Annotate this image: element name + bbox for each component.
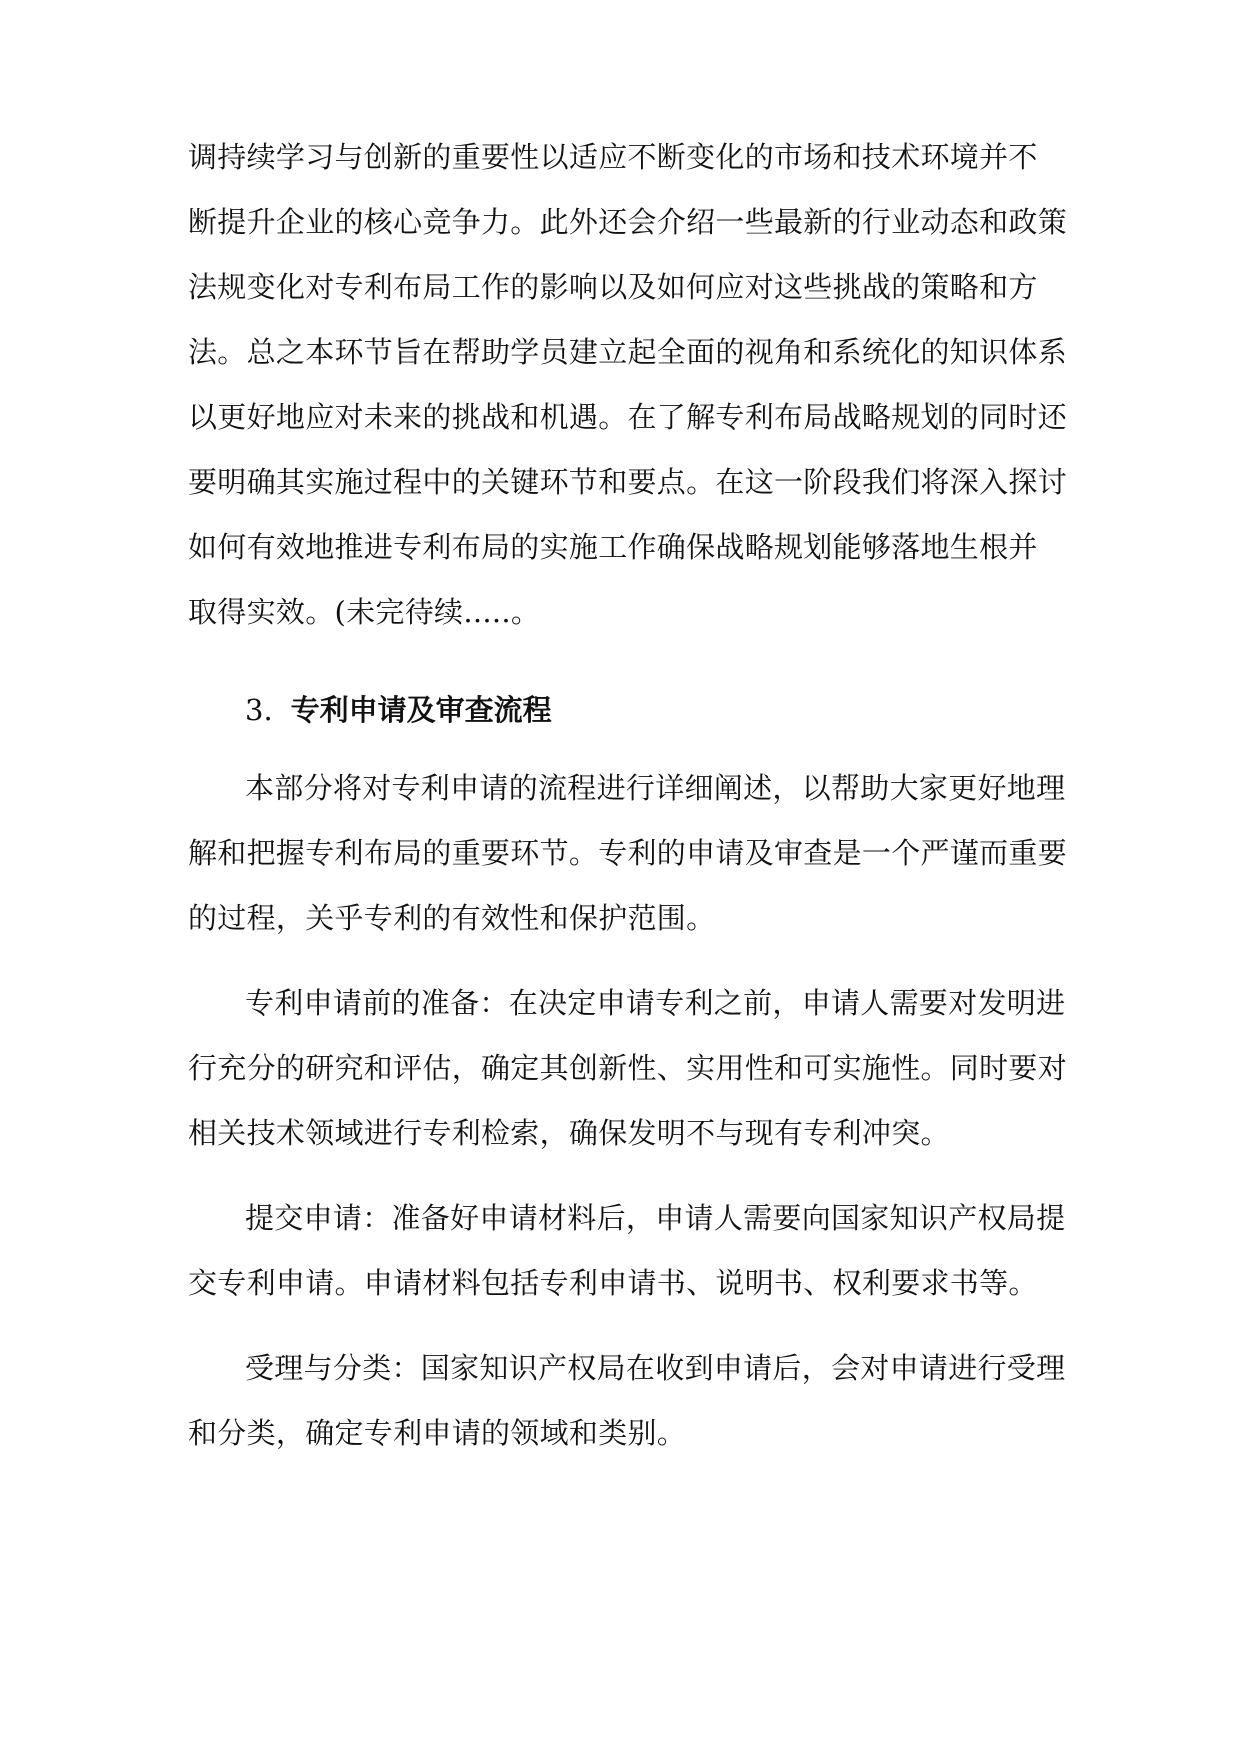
paragraph-line: 以更好地应对未来的挑战和机遇。在了解专利布局战略规划的同时还 [188,400,1068,434]
paragraph-line: 本部分将对专利申请的流程进行详细阐述，以帮助大家更好地理 [245,771,1066,805]
paragraph-line: 受理与分类：国家知识产权局在收到申请后，会对申请进行受理 [245,1351,1066,1385]
section-heading [245,692,552,728]
paragraph-line: 取得实效。(未完待续.....。 [188,595,541,629]
paragraph-line: 调持续学习与创新的重要性以适应不断变化的市场和技术环境并不 [188,140,1038,174]
section-number: 3. [245,693,273,727]
paragraph-line: 断提升企业的核心竞争力。此外还会介绍一些最新的行业动态和政策 [188,205,1068,239]
paragraph-line: 法。总之本环节旨在帮助学员建立起全面的视角和系统化的知识体系 [188,335,1068,369]
paragraph-line: 要明确其实施过程中的关键环节和要点。在这一阶段我们将深入探讨 [188,465,1068,499]
paragraph-line: 法规变化对专利布局工作的影响以及如何应对这些挑战的策略和方 [188,270,1038,304]
paragraph-line: 提交申请：准备好申请材料后，申请人需要向国家知识产权局提 [245,1201,1066,1235]
paragraph-line: 相关技术领域进行专利检索，确保发明不与现有专利冲突。 [188,1116,950,1150]
paragraph-line: 的过程，关乎专利的有效性和保护范围。 [188,901,716,935]
paragraph-line: 专利申请前的准备：在决定申请专利之前，申请人需要对发明进 [245,986,1066,1020]
section-title: 专利申请及审查流程 [290,693,552,727]
paragraph-line: 交专利申请。申请材料包括专利申请书、说明书、权利要求书等。 [188,1266,1038,1300]
paragraph-line: 如何有效地推进专利布局的实施工作确保战略规划能够落地生根并 [188,530,1038,564]
paragraph-line: 行充分的研究和评估，确定其创新性、实用性和可实施性。同时要对 [188,1051,1068,1085]
paragraph-line: 和分类，确定专利申请的领域和类别。 [188,1416,687,1450]
paragraph-line: 解和把握专利布局的重要环节。专利的申请及审查是一个严谨而重要 [188,836,1068,870]
